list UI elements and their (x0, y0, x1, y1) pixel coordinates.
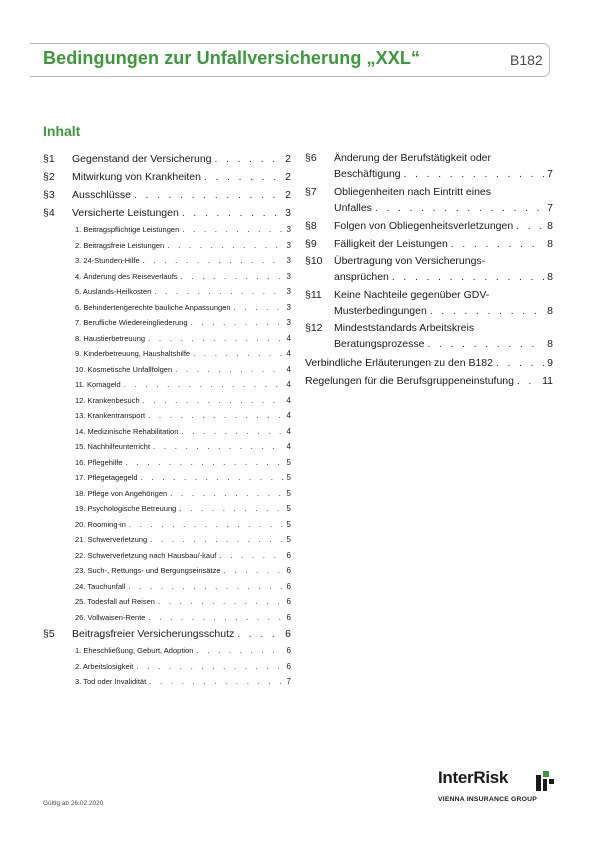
toc-entry[interactable] (305, 217, 553, 235)
toc-entry-label-line2: ansprüchen (334, 271, 389, 283)
toc-entry-page: 9 (547, 356, 553, 369)
toc-entry-page: 2 (285, 153, 291, 165)
toc-subentry-page: 3 (286, 271, 291, 281)
toc-subentry[interactable] (43, 532, 291, 548)
toc-leader (124, 377, 284, 393)
toc-entry-number: §10 (305, 255, 323, 267)
toc-entry[interactable] (43, 204, 291, 222)
toc-leader (126, 455, 284, 471)
toc-entry[interactable] (305, 235, 553, 253)
toc-leader (237, 626, 280, 644)
toc-subentry-label: 9. Kinderbetreuung, Haushaltshilfe (75, 349, 191, 358)
toc-leader (193, 346, 283, 362)
toc-leader (224, 563, 284, 579)
toc-leader (141, 470, 284, 486)
toc-subentry-page: 5 (286, 457, 291, 467)
toc-subentry-page: 6 (286, 566, 291, 575)
toc-entry-number: §7 (305, 185, 317, 198)
toc-subentry[interactable] (43, 579, 291, 595)
toc-entry-label: Fälligkeit der Leistungen (334, 238, 448, 250)
toc-subentry[interactable] (43, 222, 291, 238)
toc-entry-page: 3 (285, 207, 291, 219)
toc-subentry[interactable] (43, 315, 291, 331)
toc-leader (427, 337, 544, 353)
toc-subentry[interactable] (43, 594, 291, 610)
toc-leader (158, 594, 284, 610)
toc-subentry[interactable] (43, 269, 291, 285)
toc-entry-page: 6 (285, 628, 291, 640)
toc-subentry-label: 26. Vollwaisen-Rente (75, 612, 146, 622)
toc-entry-label: Ausschlüsse (72, 189, 131, 201)
toc-subentry-page: 5 (286, 473, 291, 482)
toc-subentry-page: 4 (286, 395, 291, 405)
toc-entry[interactable] (43, 150, 291, 168)
toc-leader (170, 486, 283, 502)
toc-subentry[interactable] (43, 659, 291, 675)
toc-leader (404, 167, 545, 183)
toc-entry[interactable] (305, 354, 553, 372)
toc-leader (128, 579, 283, 595)
toc-entry-page: 8 (547, 271, 553, 283)
toc-subentry-label: 4. Änderung des Reiseverlaufs (75, 271, 178, 281)
toc-leader (148, 408, 284, 424)
toc-entry-label: Regelungen für die Berufsgruppeneinstufung (305, 374, 514, 387)
toc-leader (496, 355, 544, 373)
toc-subentry[interactable] (43, 674, 291, 690)
toc-entry[interactable] (305, 184, 553, 216)
toc-entry-label: Gegenstand der Versicherung (72, 153, 212, 165)
toc-left-column (43, 150, 291, 690)
toc-subentry[interactable] (43, 563, 291, 579)
toc-subentry-page: 4 (286, 364, 291, 374)
toc-subentry-label: 6. Behindertengerechte bauliche Anpassungen (75, 302, 231, 312)
toc-subentry-label: 16. Pflegehilfe (75, 457, 123, 467)
toc-subentry-label: 24. Tauchunfall (75, 581, 126, 591)
toc-leader (392, 270, 544, 286)
toc-leader (143, 253, 284, 269)
interrisk-logo (438, 768, 556, 810)
toc-heading: Inhalt (43, 123, 81, 139)
toc-leader (153, 439, 284, 455)
toc-leader (148, 331, 284, 347)
toc-entry-page: 11 (542, 374, 553, 387)
logo-tagline: VIENNA INSURANCE GROUP (438, 796, 537, 803)
toc-subentry[interactable] (43, 501, 291, 517)
toc-leader (134, 187, 280, 205)
toc-leader (154, 284, 283, 300)
toc-subentry-label: 5. Auslands-Heilkosten (75, 287, 152, 296)
toc-entry-label-line1: Änderung der Berufstätigkeit oder (334, 152, 492, 164)
toc-leader (196, 643, 283, 659)
toc-subentry-label: 22. Schwerverletzung nach Hausbau/-kauf (75, 550, 217, 560)
toc-subentry[interactable] (43, 517, 291, 533)
toc-leader (234, 300, 284, 316)
toc-entry[interactable] (43, 168, 291, 186)
toc-subentry[interactable] (43, 300, 291, 316)
toc-entry-page: 7 (547, 168, 553, 180)
toc-leader (129, 517, 284, 533)
toc-entry-label: Folgen von Obliegenheitsverletzungen (334, 220, 514, 232)
toc-entry-page: 8 (547, 304, 553, 317)
toc-subentry-page: 6 (286, 597, 291, 606)
toc-entry-label-line2: Beratungsprozesse (334, 338, 425, 350)
toc-subentry-page: 3 (286, 287, 291, 296)
toc-leader (149, 674, 283, 690)
toc-subentry-page: 3 (286, 240, 291, 250)
toc-subentry-label: 19. Psychologische Betreuung (75, 504, 177, 513)
toc-subentry-label: 1. Beitragspflichtige Leistungen (75, 225, 180, 234)
toc-subentry-page: 5 (286, 504, 291, 513)
toc-subentry-label: 7. Berufliche Wiedereingliederung (75, 318, 188, 327)
toc-subentry[interactable] (43, 486, 291, 502)
toc-entry[interactable] (305, 150, 553, 182)
toc-subentry-page: 4 (286, 426, 291, 436)
toc-leader (179, 501, 283, 517)
toc-entry[interactable] (305, 287, 553, 319)
toc-subentry-label: 3. 24-Stunden-Hilfe (75, 256, 140, 265)
toc-subentry-page: 4 (286, 333, 291, 343)
toc-subentry-label: 14. Medizinische Rehabilitation (75, 426, 179, 436)
toc-subentry[interactable] (43, 548, 291, 564)
toc-subentry[interactable] (43, 346, 291, 362)
toc-subentry[interactable] (43, 643, 291, 659)
toc-subentry[interactable] (43, 331, 291, 347)
toc-entry-label: Verbindliche Erläuterungen zu den B182 (305, 356, 493, 369)
toc-entry-label-line1: Mindeststandards Arbeitskreis (334, 322, 475, 334)
document-code: B182 (510, 52, 543, 68)
toc-subentry-label: 2. Beitragsfreie Leistungen (75, 240, 165, 250)
toc-entry-label: Beitragsfreier Versicherungsschutz (72, 628, 235, 640)
toc-subentry[interactable] (43, 362, 291, 378)
toc-subentry-page: 6 (286, 661, 291, 671)
toc-entry-number: §4 (43, 207, 55, 219)
toc-subentry[interactable] (43, 439, 291, 455)
toc-entry-number: §2 (43, 171, 55, 183)
toc-subentry[interactable] (43, 610, 291, 626)
toc-entry-label-line2: Beschäftigung (334, 168, 401, 180)
toc-subentry[interactable] (43, 424, 291, 440)
toc-entry-number: §12 (305, 322, 323, 334)
toc-leader (181, 269, 284, 285)
toc-entry-label: Versicherte Leistungen (72, 207, 179, 219)
toc-subentry-page: 4 (286, 380, 291, 389)
document-title: Bedingungen zur Unfallversicherung „XXL“ (43, 48, 421, 68)
toc-leader (191, 315, 284, 331)
toc-subentry[interactable] (43, 238, 291, 254)
toc-entry-label-line1: Obliegenheiten nach Eintritt eines (334, 185, 492, 198)
toc-entry-label-line1: Übertragung von Versicherungs- (334, 255, 486, 267)
toc-subentry[interactable] (43, 377, 291, 393)
toc-subentry[interactable] (43, 253, 291, 269)
toc-leader (182, 205, 280, 223)
toc-subentry-page: 3 (286, 318, 291, 327)
toc-entry-page: 2 (285, 171, 291, 183)
toc-entry-label-line1: Keine Nachteile gegenüber GDV- (334, 288, 490, 301)
toc-subentry-label: 25. Todesfall auf Reisen (75, 597, 155, 606)
toc-leader (143, 393, 284, 409)
toc-leader (150, 532, 283, 548)
toc-subentry-label: 3. Tod oder Invalidität (75, 677, 147, 686)
toc-entry-number: §1 (43, 153, 55, 165)
toc-subentry-label: 15. Nachhilfeunterricht (75, 442, 151, 451)
toc-subentry-label: 8. Haustierbetreuung (75, 333, 146, 343)
toc-subentry-page: 6 (286, 646, 291, 655)
toc-leader (517, 373, 539, 391)
logo-mark-icon (536, 771, 554, 791)
toc-entry-number: §8 (305, 220, 317, 232)
toc-leader (215, 151, 280, 169)
toc-subentry-page: 4 (286, 349, 291, 358)
toc-entry-page: 2 (285, 189, 291, 201)
toc-entry-page: 8 (547, 338, 553, 350)
toc-leader (204, 169, 280, 187)
toc-leader (167, 238, 283, 254)
toc-subentry-page: 5 (286, 519, 291, 529)
toc-subentry-page: 5 (286, 488, 291, 498)
toc-leader (136, 659, 283, 675)
toc-subentry-label: 10. Kosmetische Unfallfolgen (75, 364, 173, 374)
toc-subentry-label: 13. Krankentransport (75, 411, 146, 420)
toc-subentry-page: 5 (286, 535, 291, 544)
toc-subentry-page: 6 (286, 550, 291, 560)
toc-leader (516, 218, 542, 236)
toc-subentry-label: 2. Arbeitslosigkeit (75, 661, 134, 671)
toc-entry-number: §11 (305, 288, 322, 301)
toc-subentry-label: 18. Pflege von Angehörigen (75, 488, 168, 498)
toc-right-column (305, 150, 553, 390)
toc-subentry-page: 3 (286, 225, 291, 234)
toc-subentry-label: 21. Schwerverletzung (75, 535, 148, 544)
toc-leader (375, 201, 544, 217)
toc-leader (430, 304, 544, 320)
toc-entry[interactable] (305, 372, 553, 390)
toc-subentry-page: 4 (286, 411, 291, 420)
toc-entry[interactable] (43, 625, 291, 643)
toc-entry-page: 8 (547, 238, 553, 250)
toc-subentry-label: 11. Komageld (75, 380, 121, 389)
toc-entry-number: §9 (305, 238, 317, 250)
toc-subentry-page: 4 (286, 442, 291, 451)
toc-subentry-label: 20. Rooming-in (75, 519, 126, 529)
toc-subentry-page: 3 (286, 302, 291, 312)
toc-subentry[interactable] (43, 455, 291, 471)
toc-leader (175, 362, 283, 378)
toc-entry-label-line2: Musterbedingungen (334, 304, 427, 317)
toc-entry-number: §3 (43, 189, 55, 201)
toc-subentry[interactable] (43, 408, 291, 424)
toc-entry-number: §6 (305, 152, 317, 164)
toc-subentry-label: 1. Eheschließung, Geburt, Adoption (75, 646, 194, 655)
toc-entry[interactable] (305, 253, 553, 285)
toc-subentry[interactable] (43, 393, 291, 409)
toc-subentry-label: 17. Pflegetagegeld (75, 473, 138, 482)
toc-subentry-label: 12. Krankenbesuch (75, 395, 140, 405)
toc-subentry-page: 3 (286, 256, 291, 265)
toc-entry[interactable] (305, 320, 553, 352)
toc-subentry-page: 7 (286, 677, 291, 686)
toc-entry-number: §5 (43, 628, 55, 640)
toc-subentry[interactable] (43, 470, 291, 486)
toc-subentry-page: 6 (286, 612, 291, 622)
validity-note: Gültig ab 26.02.2020 (43, 800, 104, 807)
toc-subentry-label: 23. Such-, Rettungs- und Bergungseinsätze (75, 566, 221, 575)
toc-leader (182, 222, 283, 238)
toc-leader (219, 548, 283, 564)
toc-entry-label-line2: Unfalles (334, 201, 372, 214)
toc-entry-page: 7 (547, 201, 553, 214)
toc-leader (451, 236, 542, 254)
toc-entry-label: Mitwirkung von Krankheiten (72, 171, 201, 183)
toc-entry[interactable] (43, 186, 291, 204)
toc-leader (148, 610, 283, 626)
toc-leader (181, 424, 283, 440)
toc-entry-page: 8 (547, 220, 553, 232)
logo-wordmark: InterRisk (438, 768, 509, 787)
toc-subentry[interactable] (43, 284, 291, 300)
toc-subentry-page: 6 (286, 581, 291, 591)
